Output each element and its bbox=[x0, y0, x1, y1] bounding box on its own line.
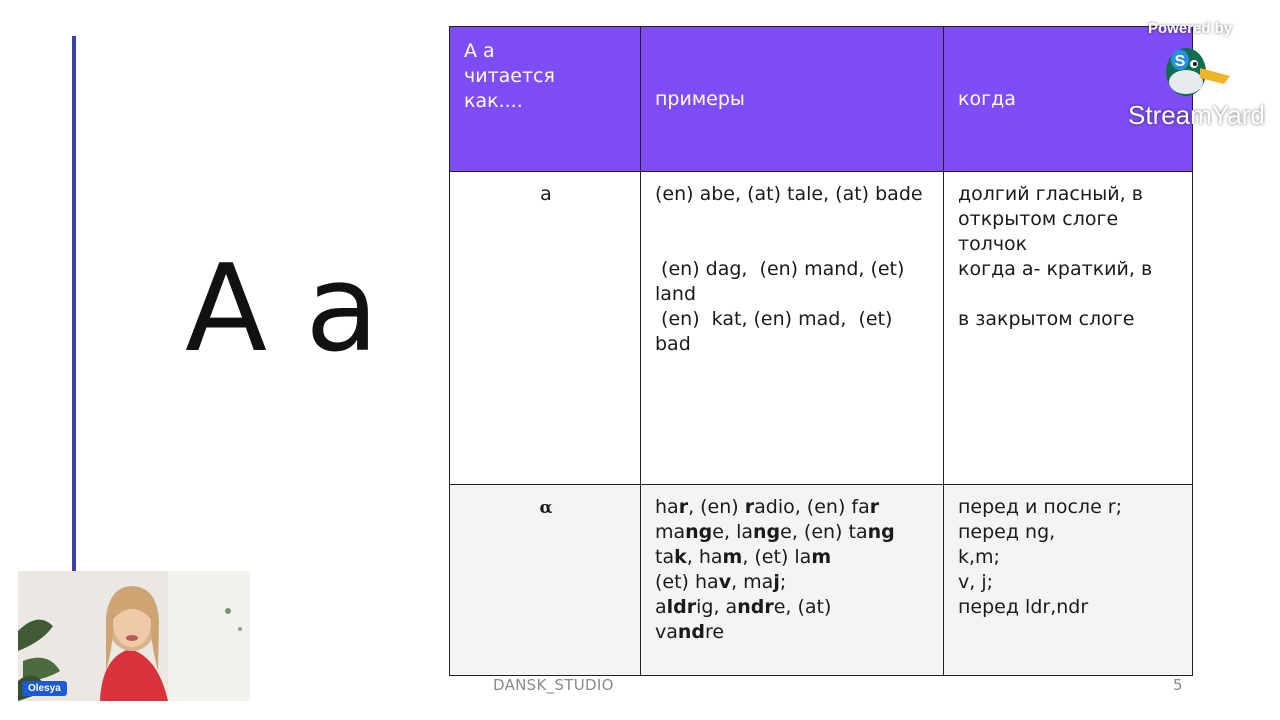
row-a-examples bbox=[641, 172, 944, 485]
examples-line: (en) kat, (en) mad, (et) bad bbox=[655, 308, 899, 355]
when-line: толчок bbox=[958, 233, 1028, 255]
when-line: перед ng, bbox=[958, 521, 1056, 543]
when-line: k,m; bbox=[958, 546, 1000, 568]
row-b-letter-text: α bbox=[539, 498, 553, 518]
header-reads-as-text: А а читается как.... bbox=[464, 40, 555, 112]
slide-page-number: 5 bbox=[1173, 676, 1183, 694]
header-examples: примеры bbox=[641, 27, 944, 172]
slide-big-letter: A a bbox=[185, 240, 379, 379]
examples-line: (et) hav, maj; bbox=[655, 571, 787, 593]
streamyard-brand-text: StreamYard bbox=[1128, 100, 1265, 130]
spacer bbox=[655, 232, 931, 257]
table-row bbox=[450, 485, 1193, 676]
examples-line: tak, ham, (et) lam bbox=[655, 546, 832, 568]
row-a-letter bbox=[450, 172, 641, 485]
when-line: v, j; bbox=[958, 571, 994, 593]
header-reads-as bbox=[450, 27, 641, 172]
examples-line: har, (en) radio, (en) far bbox=[655, 496, 880, 518]
examples-line: (en) abe, (at) tale, (at) bade bbox=[655, 183, 923, 205]
participant-name-badge: Olesya bbox=[22, 681, 67, 696]
row-b-examples bbox=[641, 485, 944, 676]
row-b-letter bbox=[450, 485, 641, 676]
header-when: когда bbox=[944, 27, 1193, 172]
examples-line: mange, lange, (en) tang bbox=[655, 521, 895, 543]
table-row bbox=[450, 172, 1193, 485]
slide-footer-label: DANSK_STUDIO bbox=[493, 676, 614, 694]
when-line: долгий гласный, в открытом слоге bbox=[958, 183, 1149, 230]
spacer bbox=[958, 282, 1180, 307]
spacer bbox=[655, 207, 931, 232]
examples-line: (en) dag, (en) mand, (et) land bbox=[655, 258, 911, 305]
when-line: в закрытом слоге bbox=[958, 308, 1135, 330]
examples-line: aldrig, andre, (at) bbox=[655, 596, 832, 618]
examples-line: vandre bbox=[655, 621, 725, 643]
svg-text:S: S bbox=[1174, 53, 1186, 70]
pronunciation-table bbox=[449, 26, 1193, 676]
row-b-when bbox=[944, 485, 1193, 676]
table-header-row bbox=[450, 27, 1193, 172]
when-line: когда а- краткий, в bbox=[958, 258, 1153, 280]
row-a-when bbox=[944, 172, 1193, 485]
streamyard-duck-logo-icon bbox=[1160, 42, 1232, 100]
when-line: перед и после r; bbox=[958, 496, 1123, 518]
powered-by-label: Powered by bbox=[1148, 20, 1233, 37]
row-a-letter-text: a bbox=[540, 183, 552, 205]
when-line: перед ldr,ndr bbox=[958, 596, 1089, 618]
